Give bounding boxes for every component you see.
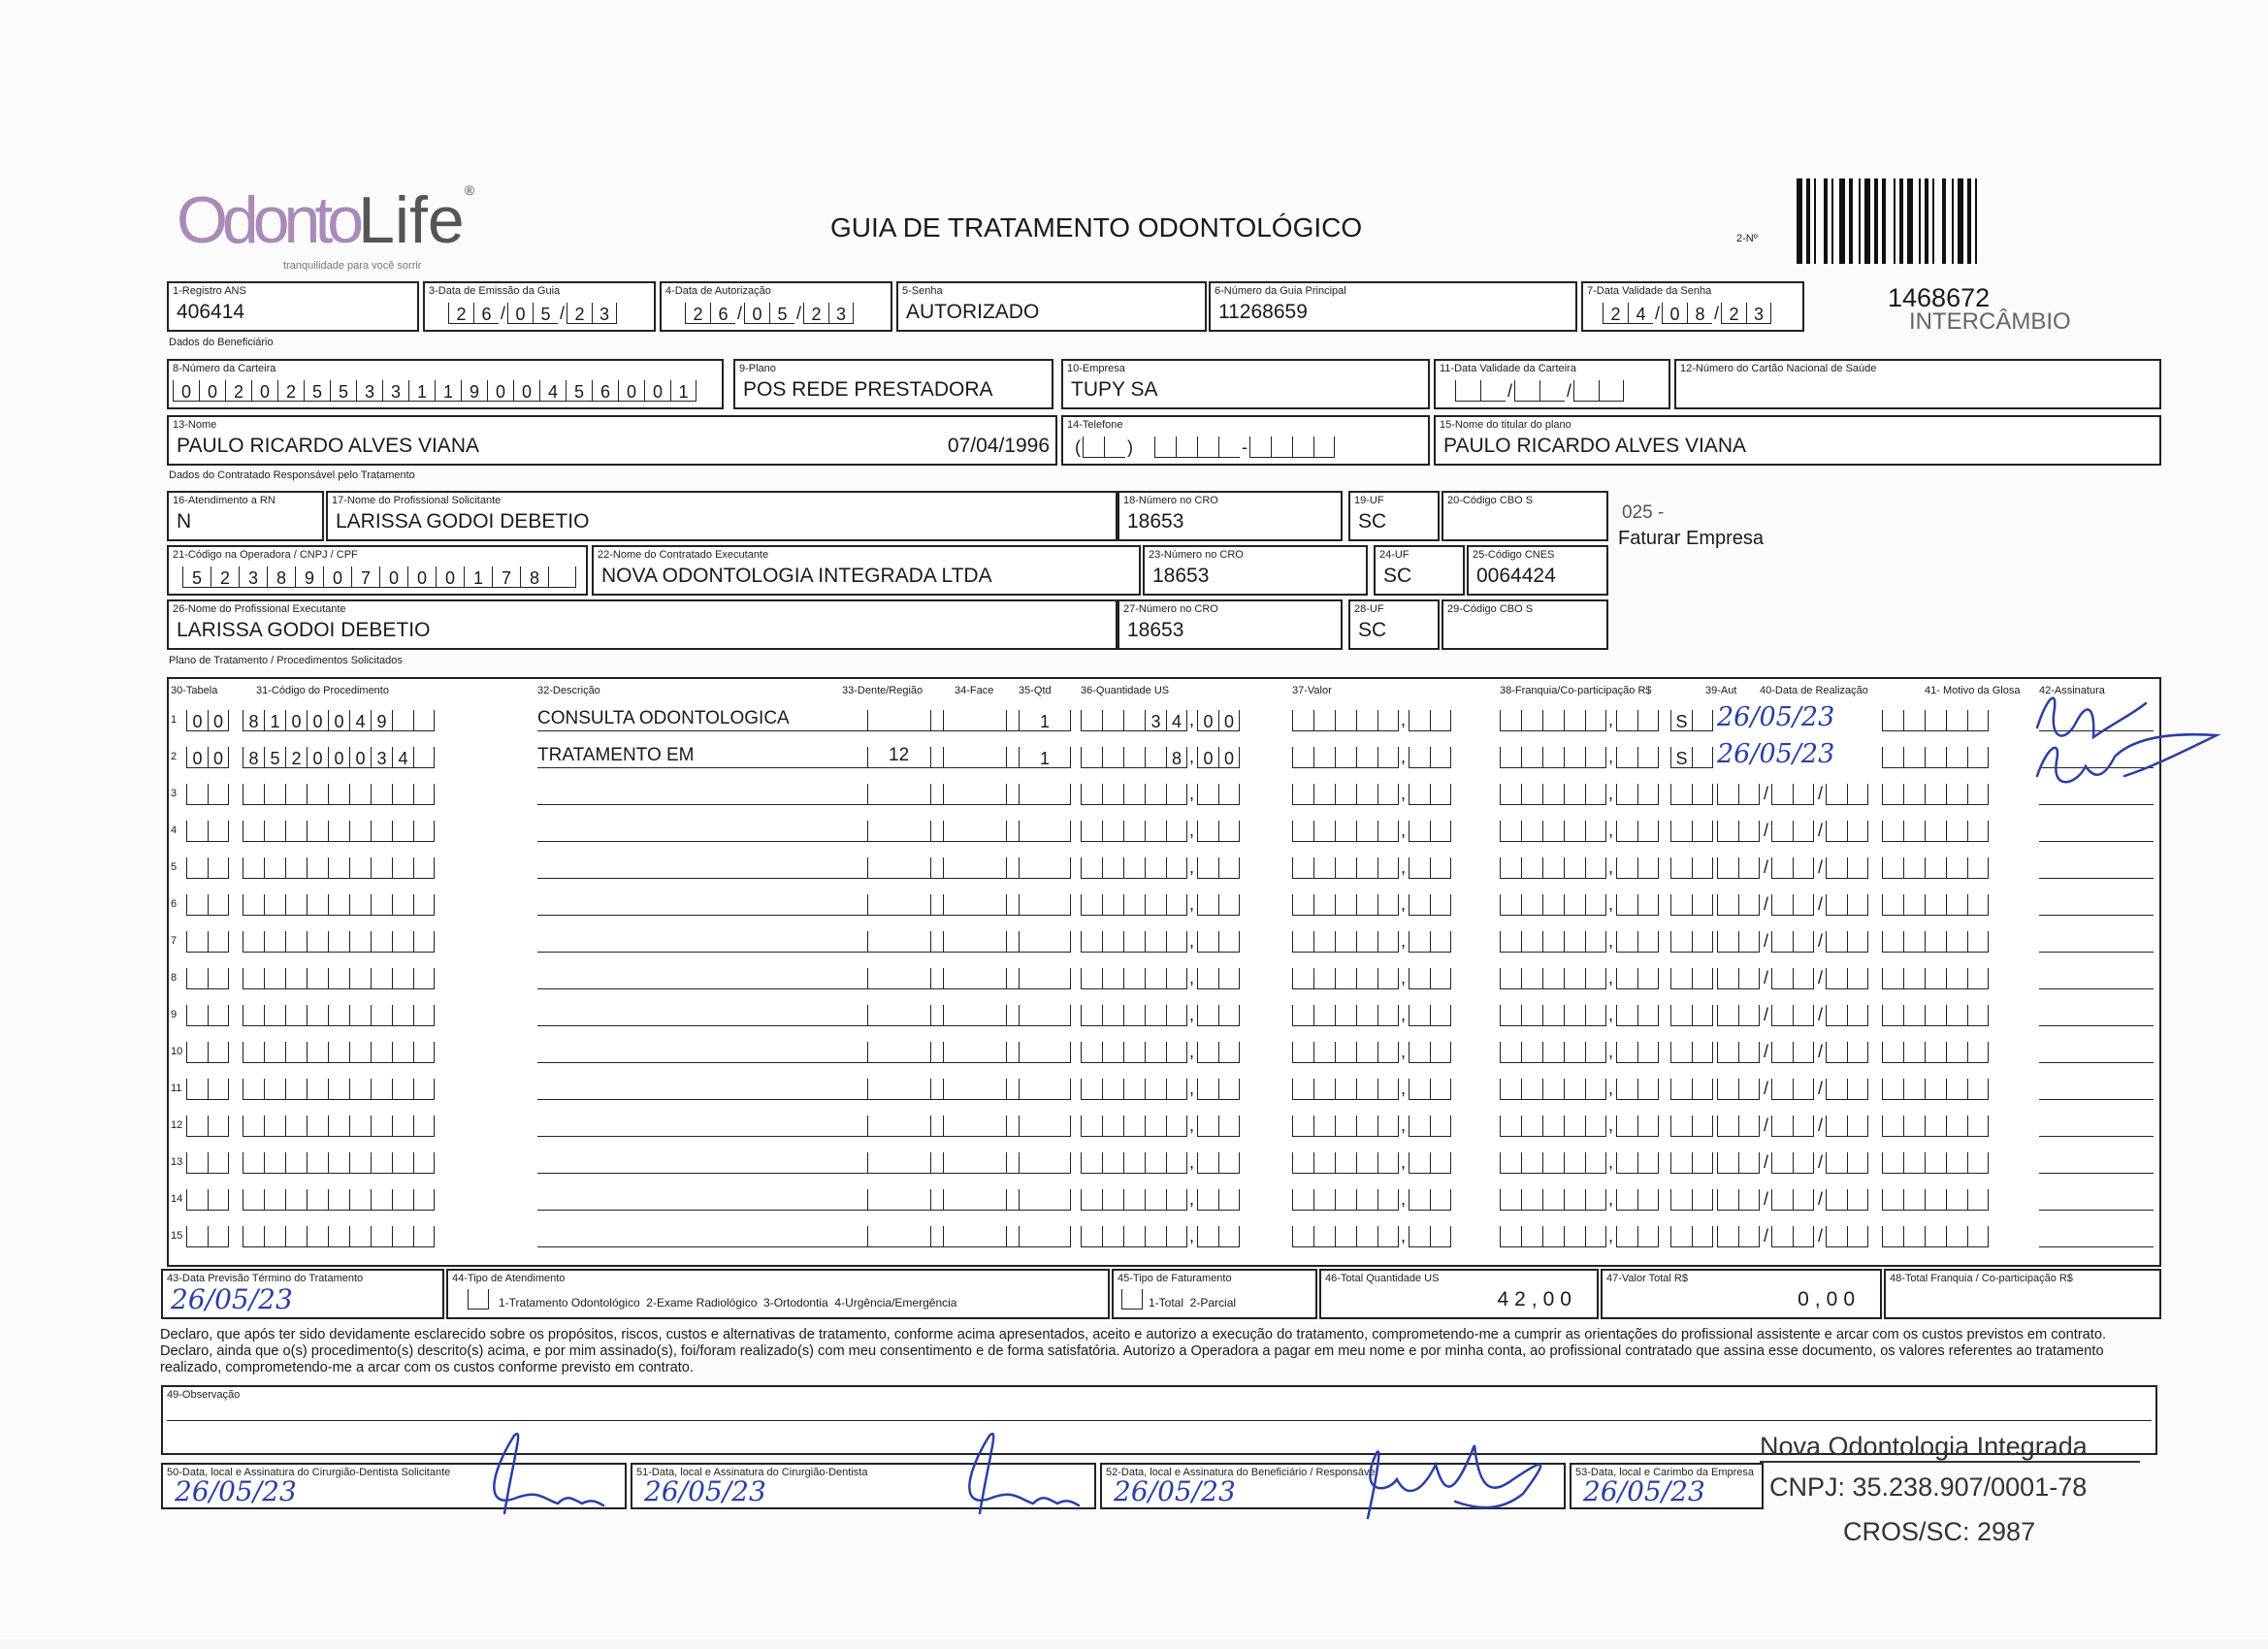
row-number: 6	[171, 898, 178, 910]
field-label: 11-Data Validade da Carteira	[1440, 363, 1576, 374]
field-value: AUTORIZADO	[906, 301, 1040, 323]
decimal-comma: ,	[1401, 710, 1407, 729]
decimal-comma: ,	[1608, 1005, 1614, 1024]
logo-registered-mark: ®	[464, 182, 475, 198]
digit-cell: 8	[243, 710, 264, 731]
decimal-comma: ,	[1608, 968, 1614, 987]
digit-cell: 0	[285, 710, 307, 731]
handwritten-date: 26/05/23	[644, 1475, 766, 1507]
separator: /	[1818, 1226, 1824, 1245]
signature-dentista	[969, 1434, 1079, 1513]
digit-cell: 0	[618, 380, 644, 402]
field-label: 22-Nome do Contratado Executante	[598, 549, 769, 561]
separator: /	[796, 304, 802, 323]
procedure-description: TRATAMENTO EM	[537, 745, 695, 765]
decimal-comma: ,	[1401, 857, 1407, 877]
digit-cell: 6	[592, 380, 618, 402]
digit-cell: 4	[539, 380, 566, 402]
separator: /	[1764, 968, 1769, 987]
field-label: 48-Total Franquia / Co-participação R$	[1890, 1273, 2073, 1284]
row-number: 2	[171, 751, 178, 762]
decimal-comma: ,	[1401, 1042, 1407, 1061]
decimal-comma: ,	[1608, 747, 1614, 766]
digit-cell: 0	[208, 710, 229, 731]
row-number: 14	[171, 1193, 183, 1205]
digit-cell: 1	[1019, 710, 1071, 731]
separator: /	[1764, 1042, 1769, 1061]
section-plano-tratamento: Plano de Tratamento / Procedimentos Solicitados	[169, 655, 403, 666]
field-label: 44-Tipo de Atendimento	[452, 1273, 566, 1284]
field-label: 9-Plano	[739, 363, 776, 374]
digit-cell: 0	[186, 710, 208, 731]
digit-cell: 3	[1746, 303, 1771, 324]
page-title: GUIA DE TRATAMENTO ODONTOLÓGICO	[830, 212, 1363, 242]
digit-cell: 8	[1166, 747, 1187, 768]
separator: /	[1818, 857, 1824, 877]
field-value: 42,00	[1497, 1288, 1577, 1310]
decimal-comma: ,	[1608, 1042, 1614, 1061]
digit-cell: 0	[507, 303, 533, 324]
field-label: 19-UF	[1354, 495, 1384, 506]
column-header: 35-Qtd	[1019, 685, 1052, 696]
digit-cell: 0	[1662, 303, 1687, 324]
separator: /	[1818, 821, 1824, 840]
decimal-comma: ,	[1401, 1152, 1407, 1172]
decimal-comma: ,	[1401, 1189, 1407, 1209]
digit-cell: 9	[295, 566, 323, 588]
separator: /	[1714, 304, 1720, 323]
field-label: 51-Data, local e Assinatura do Cirurgião-Dentista	[636, 1467, 868, 1478]
digit-cell: 2	[277, 380, 304, 402]
decimal-comma: ,	[1189, 784, 1195, 803]
field-options: 1-Total 2-Parcial	[1149, 1296, 1237, 1310]
digit-cell: 3	[356, 380, 382, 402]
column-header: 37-Valor	[1292, 685, 1332, 696]
separator: /	[1818, 1005, 1824, 1024]
decimal-comma: ,	[1401, 821, 1407, 840]
field-value: 18653	[1127, 619, 1184, 641]
company-stamp-cros: CROS/SC: 2987	[1843, 1517, 2036, 1546]
decimal-comma: ,	[1189, 1042, 1195, 1061]
separator: /	[1764, 857, 1769, 877]
field-label: 3-Data de Emissão da Guia	[429, 285, 561, 297]
digit-cell: 0	[186, 747, 208, 768]
digit-cell: 5	[533, 303, 558, 324]
handwritten-date: 26/05/23	[171, 1283, 293, 1315]
field-label: 16-Atendimento a RN	[173, 495, 275, 506]
separator: /	[1764, 931, 1769, 951]
separator: /	[1818, 1152, 1824, 1172]
column-header: 30-Tabela	[171, 685, 218, 696]
column-header: 31-Código do Procedimento	[256, 685, 389, 696]
column-header: 32-Descrição	[537, 685, 600, 696]
field-value: 18653	[1152, 565, 1210, 587]
separator: /	[1507, 381, 1513, 401]
digit-cell: 2	[285, 747, 307, 768]
row-number: 4	[171, 824, 178, 836]
decimal-comma: ,	[1189, 968, 1195, 987]
field-value: PAULO RICARDO ALVES VIANA	[177, 435, 479, 457]
separator: /	[1764, 1116, 1769, 1135]
field-label: 15-Nome do titular do plano	[1440, 419, 1571, 431]
field-value: 406414	[177, 301, 245, 323]
decimal-comma: ,	[1608, 1226, 1614, 1245]
stamp-underline	[1760, 1461, 2140, 1463]
decimal-comma: ,	[1608, 710, 1614, 729]
digit-cell: 2	[448, 303, 473, 324]
row-number: 10	[171, 1046, 183, 1057]
separator: /	[1818, 1189, 1824, 1209]
company-stamp-cnpj: CNPJ: 35.238.907/0001-78	[1769, 1472, 2088, 1502]
field-label: 10-Empresa	[1067, 363, 1125, 374]
decimal-comma: ,	[1401, 1116, 1407, 1135]
field-label: 53-Data, local e Carimbo da Empresa	[1575, 1467, 1755, 1478]
decimal-comma: ,	[1608, 1189, 1614, 1209]
declaration-text: Declaro, que após ter sido devidamente esclarecido sobre os propósitos, riscos, custos e alternativas de tratamento, conforme acima apresentados, aceito e autorizo a execução do tratamento, comprometendo-me a cumprir as orientações do profissional assistente e arcar com os custos previstos em contrato. Declaro, ainda que o(s) procedimento(s) descrito(s) acima, e por mim assinado(s), foi/foram realizado(s) com meu consentimento e de forma satisfatória. Autorizo a Operadora a pagar em meu nome e por minha conta, ao profissional contratado que assina esse documento, os valores referentes ao tratamento realizado, comprometendo-me a arcar com os custos conforme previsto em contrato.	[160, 1327, 2107, 1375]
row-number: 15	[171, 1230, 183, 1242]
digit-cell: 5	[264, 747, 285, 768]
digit-cell: 0	[744, 303, 769, 324]
digit-cell: 2	[803, 303, 828, 324]
field-label: 4-Data de Autorização	[665, 285, 771, 297]
separator: /	[1764, 1226, 1769, 1245]
field-label: 49-Observação	[167, 1389, 241, 1401]
digit-cell: 2	[225, 380, 251, 402]
decimal-comma: ,	[1189, 1079, 1195, 1098]
field-label: 24-UF	[1379, 549, 1409, 561]
digit-cell: 1	[435, 380, 461, 402]
separator: )	[1127, 437, 1133, 457]
decimal-comma: ,	[1608, 784, 1614, 803]
field-label: 17-Nome do Profissional Solicitante	[332, 495, 502, 506]
field-label: 27-Número no CRO	[1123, 603, 1218, 615]
decimal-comma: ,	[1189, 710, 1195, 729]
digit-cell: 5	[566, 380, 592, 402]
section-contratado: Dados do Contratado Responsável pelo Tratamento	[169, 469, 415, 481]
separator: /	[1818, 1079, 1824, 1098]
separator: /	[1764, 1152, 1769, 1172]
decimal-comma: ,	[1189, 1189, 1195, 1209]
separator: /	[501, 304, 506, 323]
handwritten-date: 26/05/23	[1583, 1475, 1705, 1507]
field-label: 26-Nome do Profissional Executante	[173, 603, 346, 615]
field-label: 46-Total Quantidade US	[1325, 1273, 1440, 1284]
field-value: LARISSA GODOI DEBETIO	[177, 619, 431, 641]
handwritten-date: 26/05/23	[175, 1475, 297, 1507]
number-label: 2-Nº	[1736, 233, 1758, 244]
field-value: POS REDE PRESTADORA	[743, 378, 993, 401]
digit-cell: 8	[267, 566, 295, 588]
digit-cell: 7	[351, 566, 379, 588]
digit-cell: 9	[461, 380, 487, 402]
digit-cell: 0	[173, 380, 199, 402]
digit-cell: 0	[1218, 710, 1240, 731]
cbo-note-code: 025 -	[1622, 502, 1665, 523]
field-label: 20-Código CBO S	[1447, 495, 1534, 506]
field-label: 6-Número da Guia Principal	[1215, 285, 1346, 297]
decimal-comma: ,	[1189, 931, 1195, 951]
separator: /	[1764, 1189, 1769, 1209]
column-header: 33-Dente/Região	[842, 685, 923, 696]
field-label: 12-Número do Cartão Nacional de Saúde	[1680, 363, 1877, 374]
decimal-comma: ,	[1608, 857, 1614, 877]
digit-cell: 0	[328, 710, 349, 731]
separator: /	[1818, 931, 1824, 951]
digit-cell: 4	[1628, 303, 1653, 324]
digit-cell: 3	[239, 566, 267, 588]
signature-row1	[2037, 698, 2146, 737]
signature-solicitante	[494, 1434, 603, 1513]
tooth-region: 12	[889, 745, 910, 765]
digit-cell: 9	[371, 710, 392, 731]
decimal-comma: ,	[1401, 931, 1407, 951]
decimal-comma: ,	[1401, 1079, 1407, 1098]
digit-cell: 6	[710, 303, 735, 324]
digit-cell: 3	[1145, 710, 1166, 731]
digit-cell: 3	[592, 303, 617, 324]
digit-cell: 7	[492, 566, 520, 588]
digit-cell: 2	[1721, 303, 1746, 324]
column-header: 38-Franquia/Co-participação R$	[1500, 685, 1652, 696]
digit-cell: 5	[304, 380, 330, 402]
row-number: 5	[171, 861, 178, 873]
digit-cell: 1	[670, 380, 697, 402]
guide-number: 1468672	[1888, 283, 1991, 312]
field-label: 23-Número no CRO	[1149, 549, 1244, 561]
digit-cell: 0	[251, 380, 277, 402]
separator: /	[1764, 894, 1769, 914]
digit-cell: 0	[199, 380, 225, 402]
decimal-comma: ,	[1401, 784, 1407, 803]
intercambio-stamp: INTERCÂMBIO	[1909, 308, 2071, 335]
company-stamp-name: Nova Odontologia Integrada	[1760, 1432, 2088, 1461]
column-header: 39-Aut	[1705, 685, 1737, 696]
digit-cell: S	[1670, 710, 1692, 731]
column-header: 40-Data de Realização	[1760, 685, 1868, 696]
separator: /	[1818, 1042, 1824, 1061]
digit-cell: 5	[330, 380, 356, 402]
separator: -	[1242, 437, 1247, 457]
decimal-comma: ,	[1189, 1116, 1195, 1135]
field-value: SC	[1358, 510, 1387, 533]
digit-cell: 0	[323, 566, 351, 588]
field-value: 0,00	[1798, 1288, 1861, 1310]
column-header: 34-Face	[955, 685, 994, 696]
decimal-comma: ,	[1189, 1226, 1195, 1245]
row-number: 7	[171, 935, 178, 947]
separator: /	[560, 304, 566, 323]
digit-cell: 8	[243, 747, 264, 768]
field-label: 1-Registro ANS	[173, 285, 246, 297]
field-label: 29-Código CBO S	[1447, 603, 1534, 615]
row-number: 11	[171, 1083, 182, 1094]
decimal-comma: ,	[1189, 747, 1195, 766]
separator: /	[1764, 821, 1769, 840]
digit-cell: 1	[264, 710, 285, 731]
field-label: 7-Data Validade da Senha	[1587, 285, 1712, 297]
digit-cell: 5	[182, 566, 211, 588]
decimal-comma: ,	[1189, 894, 1195, 914]
field-label: 18-Número no CRO	[1123, 495, 1218, 506]
separator: /	[1567, 381, 1572, 401]
field-label: 14-Telefone	[1067, 419, 1123, 431]
digit-cell: 1	[408, 380, 435, 402]
realization-date: 26/05/23	[1717, 739, 1835, 769]
field-label: 45-Tipo de Faturamento	[1118, 1273, 1232, 1284]
field-options: 1-Tratamento Odontológico 2-Exame Radiológico 3-Ortodontia 4-Urgência/Emergência	[499, 1296, 957, 1310]
logo-text-life: Life	[358, 183, 465, 257]
field-value: N	[177, 510, 192, 533]
digit-cell: 2	[1603, 303, 1628, 324]
field-label: 21-Código na Operadora / CNPJ / CPF	[173, 549, 358, 561]
separator: /	[1764, 784, 1769, 803]
digit-cell: 0	[436, 566, 464, 588]
digit-cell: 0	[307, 710, 328, 731]
digit-cell: 0	[1197, 710, 1218, 731]
digit-cell: 0	[208, 747, 229, 768]
procedure-description: CONSULTA ODONTOLOGICA	[537, 708, 790, 728]
field-value: 11268659	[1218, 301, 1308, 323]
decimal-comma: ,	[1401, 894, 1407, 914]
field-label: 47-Valor Total R$	[1606, 1273, 1688, 1284]
decimal-comma: ,	[1608, 1152, 1614, 1172]
field-value: SC	[1358, 619, 1387, 641]
row-number: 1	[171, 714, 178, 726]
digit-cell: 2	[567, 303, 592, 324]
digit-cell: 8	[520, 566, 548, 588]
row-number: 8	[171, 972, 178, 984]
row-number: 9	[171, 1009, 178, 1020]
decimal-comma: ,	[1401, 968, 1407, 987]
field-value: PAULO RICARDO ALVES VIANA	[1443, 435, 1746, 457]
digit-cell: 0	[487, 380, 513, 402]
digit-cell: 8	[1687, 303, 1712, 324]
field-value: 0064424	[1476, 565, 1556, 587]
field-label: 8-Número da Carteira	[173, 363, 276, 374]
separator: /	[1818, 968, 1824, 987]
field-value: SC	[1383, 565, 1412, 587]
digit-cell: 3	[382, 380, 408, 402]
digit-cell: 4	[392, 747, 413, 768]
row-number: 13	[171, 1156, 183, 1168]
decimal-comma: ,	[1401, 1226, 1407, 1245]
separator: /	[1655, 304, 1661, 323]
logo-tagline: tranquilidade para você sorrir	[283, 260, 422, 272]
separator: /	[1764, 1079, 1769, 1098]
separator: /	[1818, 784, 1824, 803]
column-header: 41- Motivo da Glosa	[1925, 685, 2021, 696]
column-header: 36-Quantidade US	[1081, 685, 1170, 696]
separator: /	[1818, 894, 1824, 914]
field-value: 18653	[1127, 510, 1184, 533]
signature-beneficiario	[1368, 1445, 1540, 1518]
field-label: 43-Data Previsão Término do Tratamento	[167, 1273, 364, 1284]
digit-cell: 0	[644, 380, 670, 402]
field-value: TUPY SA	[1071, 378, 1158, 401]
signature-row2	[2037, 734, 2217, 782]
digit-cell: 1	[1019, 747, 1071, 768]
digit-cell: 0	[328, 747, 349, 768]
digit-cell: 1	[464, 566, 492, 588]
field-label: 25-Código CNES	[1473, 549, 1555, 561]
decimal-comma: ,	[1608, 1116, 1614, 1135]
digit-cell: 4	[349, 710, 371, 731]
field-value: NOVA ODONTOLOGIA INTEGRADA LTDA	[601, 565, 992, 587]
digit-cell: S	[1670, 747, 1692, 768]
digit-cell: 2	[685, 303, 710, 324]
decimal-comma: ,	[1608, 931, 1614, 951]
realization-date: 26/05/23	[1717, 702, 1835, 732]
digit-cell: 0	[349, 747, 371, 768]
digit-cell: 0	[407, 566, 436, 588]
digit-cell: 3	[371, 747, 392, 768]
digit-cell: 2	[211, 566, 239, 588]
section-beneficiario: Dados do Beneficiário	[169, 337, 274, 348]
digit-cell: 5	[769, 303, 794, 324]
row-number: 3	[171, 788, 178, 799]
field-label: 28-UF	[1354, 603, 1384, 615]
decimal-comma: ,	[1608, 1079, 1614, 1098]
digit-cell: 0	[307, 747, 328, 768]
separator: (	[1075, 437, 1081, 457]
digit-cell: 6	[473, 303, 499, 324]
separator: /	[1818, 1116, 1824, 1135]
logo-text-odonto: Odonto	[177, 183, 359, 257]
digit-cell: 0	[1218, 747, 1240, 768]
separator: /	[1764, 1005, 1769, 1024]
handwritten-date: 26/05/23	[1114, 1475, 1236, 1507]
digit-cell: 0	[379, 566, 407, 588]
decimal-comma: ,	[1608, 821, 1614, 840]
field-value: LARISSA GODOI DEBETIO	[336, 510, 590, 533]
decimal-comma: ,	[1401, 1005, 1407, 1024]
decimal-comma: ,	[1189, 1152, 1195, 1172]
birth-date: 07/04/1996	[947, 435, 1050, 457]
field-label: 50-Data, local e Assinatura do Cirurgião-Dentista Solicitante	[167, 1467, 451, 1478]
digit-cell: 0	[1197, 747, 1218, 768]
field-label: 13-Nome	[173, 419, 217, 431]
decimal-comma: ,	[1608, 894, 1614, 914]
digit-cell: 4	[1166, 710, 1187, 731]
decimal-comma: ,	[1401, 747, 1407, 766]
digit-cell: 0	[513, 380, 539, 402]
decimal-comma: ,	[1189, 821, 1195, 840]
decimal-comma: ,	[1189, 857, 1195, 877]
column-header: 42-Assinatura	[2039, 685, 2105, 696]
billing-note: Faturar Empresa	[1618, 528, 1765, 549]
field-label: 52-Data, local e Assinatura do Beneficiário / Responsável	[1106, 1467, 1378, 1478]
row-number: 12	[171, 1119, 183, 1131]
digit-cell: 3	[828, 303, 854, 324]
separator: /	[737, 304, 743, 323]
decimal-comma: ,	[1189, 1005, 1195, 1024]
field-label: 5-Senha	[902, 285, 943, 297]
